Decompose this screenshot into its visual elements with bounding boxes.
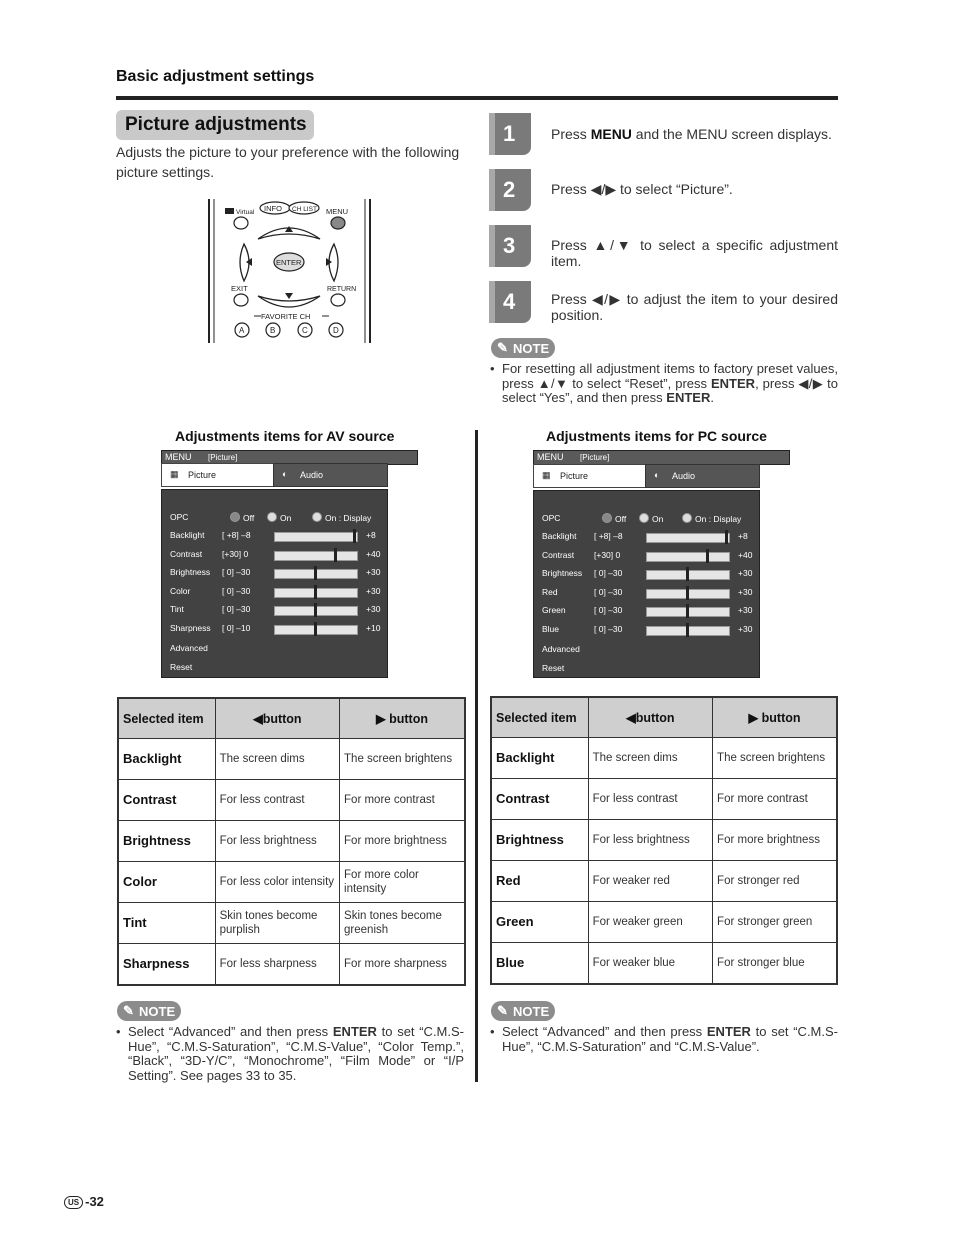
- pc-reset-item[interactable]: Reset: [542, 663, 565, 673]
- table-row: [491, 820, 837, 861]
- menu-label: MENU: [326, 207, 349, 216]
- row-left-effect: For less contrast: [215, 780, 339, 821]
- step-3-text: Press ▲/▼ to select a specific adjustment item.: [551, 237, 838, 269]
- slider-thumb[interactable]: [686, 604, 689, 618]
- slider-range: [ 0] –10: [222, 623, 251, 633]
- pc-note-text: • Select “Advanced” and then press ENTER to set “C.M.S-Hue”, “C.M.S-Saturation” and “C.M.S-Value”.: [490, 1024, 838, 1054]
- row-item: Green: [491, 902, 588, 943]
- slider-thumb[interactable]: [686, 567, 689, 581]
- page-title-pill: [116, 110, 314, 140]
- slider-thumb[interactable]: [314, 603, 317, 617]
- av-osd: [161, 450, 418, 678]
- slider-range: [+30] 0: [594, 549, 621, 560]
- row-right-effect: For stronger blue: [713, 943, 837, 985]
- exit-button: [234, 294, 248, 306]
- slider-label: Tint: [170, 604, 184, 615]
- slider-max: +8: [366, 530, 376, 540]
- slider-thumb[interactable]: [314, 566, 317, 580]
- slider-thumb[interactable]: [686, 586, 689, 600]
- slider-track[interactable]: [646, 589, 730, 599]
- pencil-icon: ✎: [497, 340, 508, 355]
- picture-icon: ▦: [542, 470, 551, 480]
- slider-max: +40: [366, 548, 381, 559]
- audio-icon: ◐: [282, 469, 288, 479]
- row-left-effect: For weaker red: [588, 861, 712, 902]
- row-item: Brightness: [491, 820, 588, 861]
- row-right-effect: The screen brightens: [340, 739, 465, 780]
- slider-max: +30: [738, 568, 753, 579]
- table-row: [118, 862, 465, 903]
- pc-advanced-item[interactable]: Advanced: [542, 644, 580, 654]
- osd-slider-row[interactable]: [542, 624, 757, 642]
- av-tab-picture[interactable]: ▦ Picture: [161, 463, 274, 487]
- slider-label: Contrast: [542, 549, 575, 560]
- slider-track[interactable]: [646, 626, 730, 636]
- slider-thumb[interactable]: [314, 622, 317, 636]
- row-left-effect: For less brightness: [588, 820, 712, 861]
- table-row: [491, 902, 837, 943]
- slider-range: [+30] 0: [222, 548, 249, 559]
- slider-label: Color: [170, 585, 191, 596]
- slider-track[interactable]: [646, 570, 730, 580]
- row-left-effect: For less color intensity: [215, 862, 339, 903]
- row-right-effect: For more color intensity: [340, 862, 465, 903]
- slider-max: +30: [366, 585, 381, 596]
- header-rule: [116, 96, 838, 100]
- slider-track[interactable]: [274, 606, 358, 616]
- return-button: [331, 294, 345, 306]
- av-advanced-item[interactable]: Advanced: [170, 643, 208, 653]
- virtual-icon: [225, 208, 234, 214]
- fav-a-label: A: [239, 326, 245, 335]
- row-right-effect: For more contrast: [713, 779, 837, 820]
- row-item: Red: [491, 861, 588, 902]
- row-left-effect: The screen dims: [215, 739, 339, 780]
- opc-on-radio[interactable]: On: [639, 513, 663, 524]
- menu-button: [331, 217, 345, 229]
- step-2-badge: 2: [489, 169, 531, 211]
- note-badge-av: ✎ NOTE: [117, 1001, 181, 1021]
- col-header-right: ▶ button: [340, 698, 465, 739]
- step-1-badge: 1: [489, 113, 531, 155]
- pc-heading: Adjustments items for PC source: [546, 428, 767, 444]
- down-arrow-icon: [285, 293, 293, 299]
- step-2-text: Press ◀/▶ to select “Picture”.: [551, 181, 733, 197]
- slider-max: +30: [738, 586, 753, 597]
- row-right-effect: For more brightness: [713, 820, 837, 861]
- slider-label: Sharpness: [170, 623, 211, 633]
- slider-range: [ 0] –30: [594, 568, 623, 579]
- step-4-badge: 4: [489, 281, 531, 323]
- col-header-item: Selected item: [118, 698, 215, 739]
- row-left-effect: The screen dims: [588, 738, 712, 779]
- slider-max: +30: [738, 605, 753, 616]
- row-left-effect: For less contrast: [588, 779, 712, 820]
- row-item: Contrast: [491, 779, 588, 820]
- osd-slider-row[interactable]: [170, 623, 385, 641]
- row-item: Sharpness: [118, 944, 215, 986]
- slider-track[interactable]: [274, 588, 358, 598]
- row-right-effect: For more sharpness: [340, 944, 465, 986]
- table-row: [118, 821, 465, 862]
- fav-b-label: B: [270, 326, 276, 335]
- slider-label: Brightness: [170, 567, 211, 578]
- pencil-icon: ✎: [497, 1003, 508, 1018]
- table-row: [491, 943, 837, 985]
- row-right-effect: For stronger green: [713, 902, 837, 943]
- av-note-text: • Select “Advanced” and then press ENTER to set “C.M.S-Hue”, “C.M.S-Saturation”, “C.M.S-Value”, “Color Temp.”, “Black”, “3D-Y/C”, “Monochrome”, “Film Mode” or “I/P Setting”. See pages 33 to 35.: [116, 1024, 464, 1083]
- region-badge: US: [64, 1196, 83, 1209]
- col-header-item: Selected item: [491, 697, 588, 738]
- slider-max: +30: [366, 567, 381, 578]
- osd-slider-row[interactable]: [170, 586, 385, 604]
- row-item: Backlight: [118, 739, 215, 780]
- pc-osd-panel: [533, 490, 760, 678]
- slider-track[interactable]: [646, 533, 730, 543]
- return-label: RETURN: [327, 286, 357, 293]
- slider-thumb[interactable]: [706, 549, 709, 563]
- osd-slider-row[interactable]: [170, 549, 385, 567]
- slider-max: +30: [366, 604, 381, 615]
- av-tab-audio[interactable]: ◐ Audio: [273, 463, 388, 487]
- row-left-effect: For weaker blue: [588, 943, 712, 985]
- remote-control-illustration: [208, 199, 371, 343]
- av-reset-item[interactable]: Reset: [170, 662, 193, 672]
- table-row: [118, 903, 465, 944]
- slider-track[interactable]: [274, 569, 358, 579]
- table-row: [491, 779, 837, 820]
- row-left-effect: For weaker green: [588, 902, 712, 943]
- note-badge-pc: ✎ NOTE: [491, 1001, 555, 1021]
- slider-track[interactable]: [646, 552, 730, 562]
- osd-slider-row[interactable]: [542, 605, 757, 623]
- row-left-effect: For less brightness: [215, 821, 339, 862]
- row-item: Color: [118, 862, 215, 903]
- slider-track[interactable]: [274, 625, 358, 635]
- pc-osd-menubar: MENU [Picture]: [533, 450, 790, 465]
- col-header-left: ◀button: [215, 698, 339, 739]
- pc-opc-row: OPC Off On On : Display: [542, 513, 742, 524]
- pencil-icon: ✎: [123, 1003, 134, 1018]
- osd-slider-row[interactable]: [170, 567, 385, 585]
- osd-slider-row[interactable]: [542, 531, 757, 549]
- osd-slider-row[interactable]: [170, 604, 385, 622]
- av-adjustment-table: [117, 697, 466, 986]
- table-row: [118, 739, 465, 780]
- row-right-effect: The screen brightens: [713, 738, 837, 779]
- slider-thumb[interactable]: [314, 585, 317, 599]
- slider-max: +30: [738, 624, 753, 634]
- virtual-label: Virtual: [236, 209, 255, 216]
- slider-thumb[interactable]: [725, 530, 728, 544]
- audio-icon: ◐: [654, 470, 660, 480]
- slider-thumb[interactable]: [334, 548, 337, 562]
- fav-d-label: D: [333, 326, 339, 335]
- favorite-label: FAVORITE CH: [261, 312, 311, 321]
- pc-tab-audio[interactable]: ◐ Audio: [645, 464, 760, 488]
- slider-range: [ 0] –30: [222, 585, 251, 596]
- top-note-text: • For resetting all adjustment items to factory preset values, press ▲/▼ to select “Reset”, press ENTER, press ◀/▶ to select “Yes”, and then press ENTER.: [490, 361, 838, 405]
- slider-range: [ 0] –30: [222, 567, 251, 578]
- row-item: Backlight: [491, 738, 588, 779]
- slider-max: +8: [738, 531, 748, 541]
- slider-range: [ 0] –30: [594, 586, 623, 597]
- pc-tab-picture[interactable]: ▦ Picture: [533, 464, 646, 488]
- osd-slider-row[interactable]: [542, 550, 757, 568]
- row-item: Tint: [118, 903, 215, 944]
- slider-thumb[interactable]: [686, 623, 689, 637]
- slider-label: Contrast: [170, 548, 203, 559]
- slider-label: Red: [542, 586, 558, 597]
- section-title: Basic adjustment settings: [116, 68, 315, 85]
- pc-osd: [533, 450, 790, 678]
- slider-max: +10: [366, 623, 381, 633]
- row-item: Contrast: [118, 780, 215, 821]
- info-label: INFO: [264, 204, 282, 213]
- virtual-button: [234, 217, 248, 229]
- table-row: [491, 738, 837, 779]
- av-opc-row: OPC Off On On : Display: [170, 512, 372, 523]
- table-row: [118, 944, 465, 986]
- table-row: [118, 780, 465, 821]
- row-right-effect: For more brightness: [340, 821, 465, 862]
- av-heading: Adjustments items for AV source: [175, 428, 395, 444]
- row-right-effect: For more contrast: [340, 780, 465, 821]
- row-left-effect: Skin tones become purplish: [215, 903, 339, 944]
- opc-on-display-radio[interactable]: On : Display: [312, 512, 371, 523]
- row-left-effect: For less sharpness: [215, 944, 339, 986]
- pc-adjustment-table: [490, 696, 838, 985]
- opc-on-radio[interactable]: On: [267, 512, 291, 523]
- col-header-right: ▶ button: [713, 697, 837, 738]
- slider-track[interactable]: [646, 607, 730, 617]
- picture-icon: ▦: [170, 469, 179, 479]
- row-right-effect: For stronger red: [713, 861, 837, 902]
- column-divider: [475, 430, 478, 1082]
- table-row: [491, 861, 837, 902]
- page-number: US -32: [64, 1194, 104, 1209]
- col-header-left: ◀button: [588, 697, 712, 738]
- enter-label: ENTER: [276, 258, 302, 267]
- row-right-effect: Skin tones become greenish: [340, 903, 465, 944]
- intro-text: Adjusts the picture to your preference with the following picture settings.: [116, 144, 460, 180]
- opc-off-radio[interactable]: Off: [230, 512, 254, 523]
- av-osd-menubar: MENU [Picture]: [161, 450, 418, 465]
- opc-on-display-radio[interactable]: On : Display: [682, 513, 741, 524]
- slider-range: [ 0] –30: [594, 624, 623, 634]
- row-item: Brightness: [118, 821, 215, 862]
- slider-range: [ 0] –30: [594, 605, 623, 616]
- step-1-text: Press MENU and the MENU screen displays.: [551, 126, 832, 142]
- av-osd-panel: [161, 489, 388, 678]
- table-header-row: [491, 697, 837, 738]
- slider-max: +40: [738, 549, 753, 560]
- slider-label: Brightness: [542, 568, 583, 579]
- slider-label: Backlight: [542, 531, 577, 541]
- fav-c-label: C: [302, 326, 308, 335]
- slider-label: Blue: [542, 624, 560, 634]
- osd-slider-row[interactable]: [170, 530, 385, 548]
- slider-range: [ +8] –8: [594, 531, 623, 541]
- slider-track[interactable]: [274, 532, 358, 542]
- table-header-row: [118, 698, 465, 739]
- opc-off-radio[interactable]: Off: [602, 513, 626, 524]
- note-badge-top: ✎ NOTE: [491, 338, 555, 358]
- slider-range: [ 0] –30: [222, 604, 251, 615]
- exit-label: EXIT: [231, 284, 248, 293]
- slider-label: Green: [542, 605, 566, 616]
- slider-range: [ +8] –8: [222, 530, 251, 540]
- slider-thumb[interactable]: [353, 529, 356, 543]
- row-item: Blue: [491, 943, 588, 985]
- slider-track[interactable]: [274, 551, 358, 561]
- osd-slider-row[interactable]: [542, 587, 757, 605]
- step-3-badge: 3: [489, 225, 531, 267]
- osd-slider-row[interactable]: [542, 568, 757, 586]
- slider-label: Backlight: [170, 530, 205, 540]
- page-title: Picture adjustments: [125, 114, 307, 135]
- step-4-text: Press ◀/▶ to adjust the item to your desired position.: [551, 291, 838, 323]
- ch-list-label: CH LIST: [292, 206, 317, 213]
